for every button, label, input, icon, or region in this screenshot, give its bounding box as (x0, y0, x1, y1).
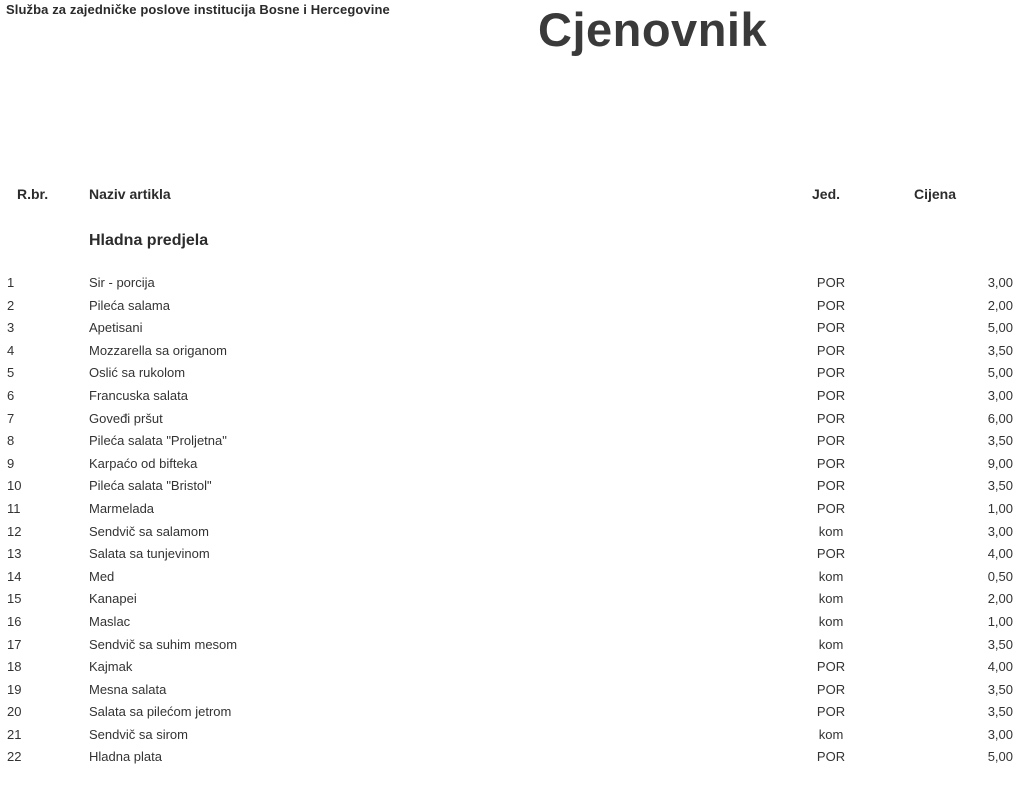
row-number: 2 (7, 297, 15, 313)
item-name: Kajmak (89, 659, 133, 675)
item-unit: POR (816, 546, 846, 562)
table-row (0, 498, 1024, 521)
table-row (0, 408, 1024, 431)
item-price: 3,50 (987, 478, 1013, 494)
item-unit: POR (816, 297, 846, 313)
table-row (0, 340, 1024, 363)
item-unit: POR (816, 749, 846, 765)
item-name: Mozzarella sa origanom (89, 342, 228, 358)
row-number: 9 (7, 455, 15, 471)
table-row (0, 566, 1024, 589)
row-number: 18 (7, 659, 22, 675)
item-price: 3,00 (987, 726, 1013, 742)
table-row (0, 611, 1024, 634)
item-unit: POR (816, 365, 846, 381)
item-unit: POR (816, 704, 846, 720)
item-price: 5,00 (987, 749, 1013, 765)
item-name: Sendvič sa sirom (89, 726, 188, 742)
item-unit: kom (818, 636, 844, 652)
table-row (0, 656, 1024, 679)
item-name: Goveđi pršut (89, 410, 163, 426)
table-row (0, 701, 1024, 724)
item-unit: POR (816, 659, 846, 675)
item-name: Kanapei (89, 591, 137, 607)
item-price: 3,50 (987, 433, 1013, 449)
row-number: 20 (7, 704, 22, 720)
price-list-table (0, 272, 1024, 769)
table-row (0, 453, 1024, 476)
item-name: Salata sa tunjevinom (89, 546, 210, 562)
row-number: 3 (7, 320, 15, 336)
row-number: 5 (7, 365, 15, 381)
item-price: 3,00 (987, 387, 1013, 403)
item-unit: kom (818, 523, 844, 539)
item-unit: kom (818, 726, 844, 742)
item-name: Sendvič sa salamom (89, 523, 209, 539)
page-title: Cjenovnik (538, 3, 768, 56)
item-unit: POR (816, 387, 846, 403)
item-price: 3,00 (987, 523, 1013, 539)
item-price: 3,00 (987, 275, 1013, 290)
table-row (0, 272, 1024, 295)
item-name: Med (89, 568, 115, 584)
item-price: 3,50 (987, 342, 1013, 358)
row-number: 21 (7, 726, 22, 742)
item-unit: POR (816, 342, 846, 358)
item-price: 1,00 (987, 613, 1013, 629)
item-price: 2,00 (987, 591, 1013, 607)
item-name: Salata sa pilećom jetrom (89, 704, 232, 720)
column-header-number: R.br. (17, 186, 49, 202)
item-name: Mesna salata (89, 681, 167, 697)
item-name: Apetisani (89, 320, 143, 336)
item-name: Maslac (89, 613, 131, 629)
table-row (0, 521, 1024, 544)
row-number: 13 (7, 546, 22, 562)
table-row (0, 385, 1024, 408)
item-price: 2,00 (987, 297, 1013, 313)
item-unit: POR (816, 433, 846, 449)
item-unit: POR (816, 478, 846, 494)
table-row (0, 679, 1024, 702)
item-name: Sir - porcija (89, 275, 155, 290)
item-name: Pileća salata "Bristol" (89, 478, 212, 494)
row-number: 4 (7, 342, 15, 358)
column-header-unit: Jed. (812, 186, 841, 202)
item-unit: POR (816, 275, 846, 290)
item-price: 6,00 (987, 410, 1013, 426)
row-number: 11 (7, 500, 21, 516)
item-name: Pileća salata "Proljetna" (89, 433, 227, 449)
item-price: 4,00 (987, 659, 1013, 675)
item-name: Karpaćo od bifteka (89, 455, 198, 471)
row-number: 6 (7, 387, 15, 403)
item-name: Hladna plata (89, 749, 162, 765)
table-row (0, 724, 1024, 747)
item-unit: POR (816, 410, 846, 426)
table-row (0, 475, 1024, 498)
row-number: 12 (7, 523, 22, 539)
item-unit: POR (816, 500, 846, 516)
table-row (0, 543, 1024, 566)
row-number: 1 (7, 275, 15, 290)
table-row (0, 746, 1024, 769)
row-number: 8 (7, 433, 15, 449)
item-price: 5,00 (987, 365, 1013, 381)
item-name: Francuska salata (89, 387, 188, 403)
table-row (0, 317, 1024, 340)
row-number: 14 (7, 568, 22, 584)
column-header-name: Naziv artikla (89, 186, 171, 202)
item-price: 9,00 (987, 455, 1013, 471)
row-number: 22 (7, 749, 22, 765)
row-number: 15 (7, 591, 22, 607)
column-header-price: Cijena (914, 186, 957, 202)
table-row (0, 588, 1024, 611)
item-price: 3,50 (987, 704, 1013, 720)
organization-name: Služba za zajedničke poslove institucija Bosne i Hercegovine (6, 2, 390, 17)
item-price: 5,00 (987, 320, 1013, 336)
row-number: 10 (7, 478, 22, 494)
item-unit: kom (818, 591, 844, 607)
row-number: 7 (7, 410, 15, 426)
item-unit: kom (818, 613, 844, 629)
row-number: 17 (7, 636, 22, 652)
row-number: 19 (7, 681, 22, 697)
item-price: 3,50 (987, 636, 1013, 652)
item-name: Oslić sa rukolom (89, 365, 186, 381)
table-row (0, 362, 1024, 385)
table-row (0, 295, 1024, 318)
item-name: Sendvič sa suhim mesom (89, 636, 238, 652)
item-unit: kom (818, 568, 844, 584)
row-number: 16 (7, 613, 22, 629)
item-price: 0,50 (987, 568, 1013, 584)
item-name: Marmelada (89, 500, 155, 516)
table-row (0, 634, 1024, 657)
item-price: 3,50 (987, 681, 1013, 697)
item-price: 1,00 (987, 500, 1013, 516)
item-unit: POR (816, 320, 846, 336)
section-heading: Hladna predjela (89, 232, 209, 249)
item-unit: POR (816, 681, 846, 697)
item-price: 4,00 (987, 546, 1013, 562)
table-row (0, 430, 1024, 453)
item-name: Pileća salama (89, 297, 170, 313)
item-unit: POR (816, 455, 846, 471)
